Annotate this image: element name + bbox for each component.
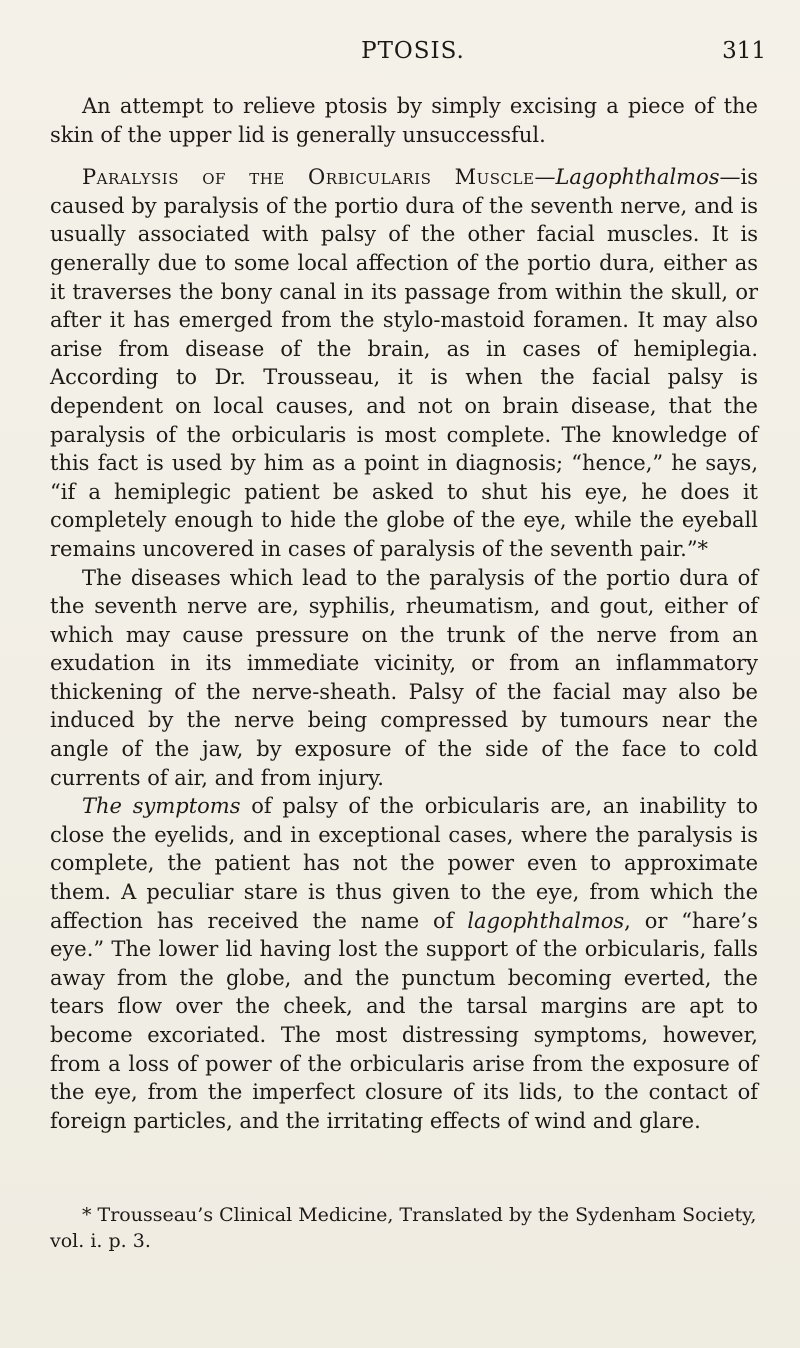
- paragraph-text: , or “hare’s eye.” The lower lid having lost the support of the orbicularis, falls away from the globe, and the punctum becoming everted, the tears flow over the cheek, and the tarsal margins are apt to become excoriated. The most distressing symptoms, however, from a loss of power of the orbicularis arise from the exposure of the eye, from the imperfect closure of its lids, to the contact of foreign particles, and the irritating effects of wind and glare.: [50, 908, 758, 1133]
- paragraph-causes: [50, 564, 758, 793]
- running-head: [60, 38, 766, 70]
- paragraph-symptoms: [50, 792, 758, 1135]
- paragraph-text: An attempt to relieve ptosis by simply excising a piece of the skin of the upper lid is generally unsuccessful.: [50, 94, 758, 147]
- paragraph-lagophthalmos-intro: [50, 163, 758, 563]
- paragraph-text: —is caused by paralysis of the portio dura of the seventh nerve, and is usually associated with palsy of the other facial muscles. It is generally due to some local affection of the portio dura, either as it traverses the bony canal in its passage from within the skull, or after it has emerged from the stylo-mastoid foramen. It may also arise from disease of the brain, as in cases of hemiplegia. According to Dr. Trousseau, it is when the facial palsy is dependent on local causes, and not on brain disease, that the paralysis of the orbicularis is most complete. The knowledge of this fact is used by him as a point in diagnosis; “hence,” he says, “if a hemiplegic patient be asked to shut his eye, he does it completely enough to hide the globe of the eye, while the eyeball remains uncovered in cases of paralysis of the seventh pair.”*: [50, 165, 758, 561]
- section-heading: Paralysis of the Orbicularis Muscle: [82, 165, 535, 190]
- paragraph-text: of palsy of the orbicularis are, an inability to close the eyelids, and in exceptional cases, where the paralysis is complete, the patient has not the power even to approximate them. A peculiar stare is thus given to the eye, from which the affection has received the name of: [50, 794, 758, 933]
- italic-term: lagophthalmos: [467, 908, 625, 933]
- heading-dash: —: [534, 165, 556, 190]
- section-term: Lagophthalmos: [555, 165, 720, 190]
- footnote-text: * Trousseau’s Clinical Medicine, Translated by the Sydenham Society, vol. i. p. 3.: [50, 1204, 757, 1252]
- footnote: [50, 1202, 758, 1254]
- italic-term: The symptoms: [82, 794, 241, 819]
- running-title: PTOSIS.: [361, 38, 465, 64]
- body-text: [50, 92, 758, 1135]
- paragraph-ptosis-excision: [50, 92, 758, 149]
- page-number: 311: [722, 38, 766, 64]
- paragraph-text: The diseases which lead to the paralysis of the portio dura of the seventh nerve are, syphilis, rheumatism, and gout, either of which may cause pressure on the trunk of the nerve from an exudation in its immediate vicinity, or from an inflammatory thickening of the nerve-sheath. Palsy of the facial may also be induced by the nerve being compressed by tumours near the angle of the jaw, by exposure of the side of the face to cold currents of air, and from injury.: [50, 565, 758, 790]
